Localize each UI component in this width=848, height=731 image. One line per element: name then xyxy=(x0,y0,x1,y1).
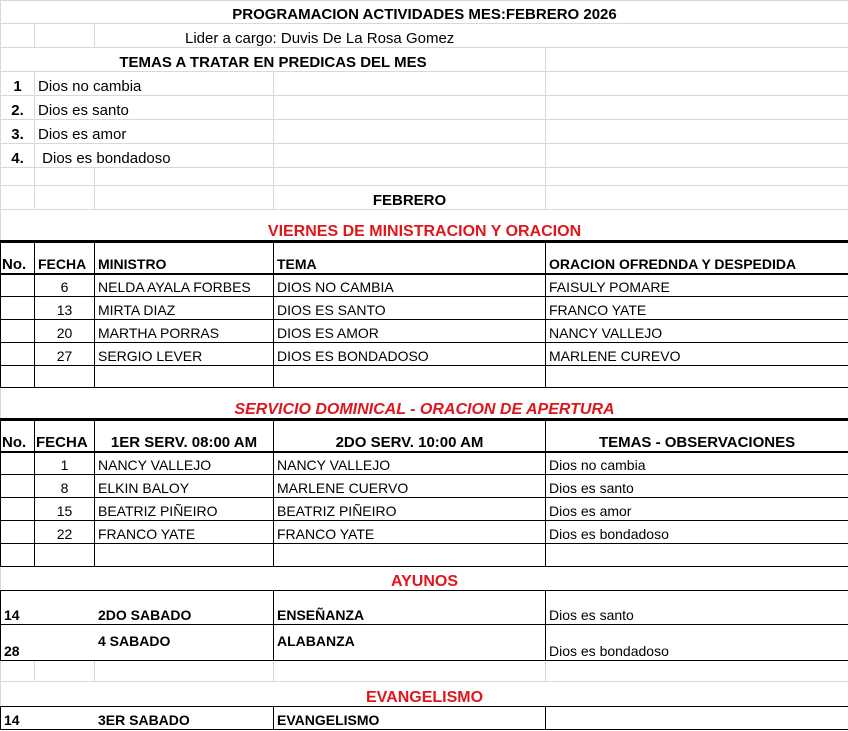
col-header-ministro[interactable]: MINISTRO xyxy=(95,242,274,274)
tema-cell[interactable]: DIOS ES AMOR xyxy=(274,320,546,343)
table-row xyxy=(1,274,848,297)
cell[interactable] xyxy=(95,661,274,682)
topic-num[interactable]: 1 xyxy=(1,72,35,96)
cell[interactable] xyxy=(35,661,95,682)
col-header-oracion[interactable]: ORACION OFREDNDA Y DESPEDIDA xyxy=(546,242,848,274)
type-cell[interactable]: EVANGELISMO xyxy=(274,707,546,730)
cell[interactable] xyxy=(1,24,35,48)
fecha-cell[interactable]: 1 xyxy=(35,452,95,475)
cell[interactable] xyxy=(1,498,35,521)
col-header-no[interactable]: No. xyxy=(1,420,35,452)
table-row xyxy=(1,544,848,567)
first-service-cell[interactable]: BEATRIZ PIÑEIRO xyxy=(95,498,274,521)
table-row xyxy=(1,521,848,544)
second-service-cell[interactable]: BEATRIZ PIÑEIRO xyxy=(274,498,546,521)
type-cell[interactable]: ENSEÑANZA xyxy=(274,591,546,625)
cell[interactable] xyxy=(35,186,95,210)
cell[interactable] xyxy=(274,96,546,120)
topic-text[interactable]: Dios es santo xyxy=(35,96,274,120)
sheet-title[interactable]: PROGRAMACION ACTIVIDADES MES:FEBRERO 2026 xyxy=(1,1,848,24)
fecha-cell[interactable]: 15 xyxy=(35,498,95,521)
oracion-cell[interactable]: FRANCO YATE xyxy=(546,297,848,320)
oracion-cell[interactable]: NANCY VALLEJO xyxy=(546,320,848,343)
fecha-cell[interactable]: 22 xyxy=(35,521,95,544)
topics-header[interactable]: TEMAS A TRATAR EN PREDICAS DEL MES xyxy=(1,48,546,72)
cell[interactable] xyxy=(546,661,848,682)
cell[interactable] xyxy=(546,144,848,168)
tema-cell[interactable]: DIOS NO CAMBIA xyxy=(274,274,546,297)
cell[interactable] xyxy=(1,297,35,320)
second-service-cell[interactable]: FRANCO YATE xyxy=(274,521,546,544)
cell[interactable] xyxy=(546,186,848,210)
cell[interactable] xyxy=(1,661,35,682)
cell[interactable] xyxy=(546,96,848,120)
cell[interactable] xyxy=(274,144,546,168)
tema-cell[interactable]: DIOS ES BONDADOSO xyxy=(274,343,546,366)
cell[interactable] xyxy=(35,366,95,388)
cell[interactable] xyxy=(95,186,274,210)
cell[interactable] xyxy=(274,366,546,388)
observaciones-cell[interactable]: Dios es santo xyxy=(546,591,848,625)
cell[interactable] xyxy=(274,544,546,567)
col-header-observaciones[interactable]: TEMAS - OBSERVACIONES xyxy=(546,420,848,452)
friday-section-title[interactable]: VIERNES DE MINISTRACION Y ORACION xyxy=(1,210,848,242)
cell[interactable] xyxy=(546,366,848,388)
cell[interactable] xyxy=(95,168,274,186)
col-header-tema[interactable]: TEMA xyxy=(274,242,546,274)
table-row xyxy=(1,366,848,388)
table-row xyxy=(1,707,848,730)
ministro-cell[interactable]: SERGIO LEVER xyxy=(95,343,274,366)
table-row xyxy=(1,591,848,625)
topic-text[interactable]: Dios no cambia xyxy=(35,72,274,96)
cell[interactable] xyxy=(1,366,35,388)
ministro-cell[interactable]: MARTHA PORRAS xyxy=(95,320,274,343)
cell[interactable] xyxy=(546,48,848,72)
cell[interactable] xyxy=(35,544,95,567)
first-service-cell[interactable]: NANCY VALLEJO xyxy=(95,452,274,475)
table-row xyxy=(1,625,848,661)
type-cell[interactable]: ALABANZA xyxy=(274,625,546,661)
topic-num[interactable]: 4. xyxy=(1,144,35,168)
observaciones-cell[interactable]: Dios no cambia xyxy=(546,452,848,475)
observaciones-cell[interactable] xyxy=(546,707,848,730)
cell[interactable] xyxy=(546,72,848,96)
table-row xyxy=(1,452,848,475)
cell[interactable] xyxy=(1,521,35,544)
tema-cell[interactable]: DIOS ES SANTO xyxy=(274,297,546,320)
fecha-cell[interactable]: 13 xyxy=(35,297,95,320)
col-header-fecha[interactable]: FECHA xyxy=(35,242,95,274)
sunday-section-title[interactable]: SERVICIO DOMINICAL - ORACION DE APERTURA xyxy=(1,388,848,420)
cell[interactable] xyxy=(95,366,274,388)
cell[interactable] xyxy=(274,661,546,682)
observaciones-cell[interactable]: Dios es bondadoso xyxy=(546,625,848,661)
cell[interactable] xyxy=(1,452,35,475)
table-row xyxy=(1,297,848,320)
table-row xyxy=(1,498,848,521)
day-cell[interactable]: 3ER SABADO xyxy=(95,707,274,730)
second-service-cell[interactable]: MARLENE CUERVO xyxy=(274,475,546,498)
cell[interactable] xyxy=(546,120,848,144)
cell[interactable] xyxy=(1,274,35,297)
cell[interactable] xyxy=(274,168,546,186)
oracion-cell[interactable]: FAISULY POMARE xyxy=(546,274,848,297)
col-header-fecha[interactable]: FECHA xyxy=(35,420,95,452)
observaciones-cell[interactable]: Dios es santo xyxy=(546,475,848,498)
cell[interactable] xyxy=(1,475,35,498)
fecha-cell[interactable]: 8 xyxy=(35,475,95,498)
topic-num[interactable]: 3. xyxy=(1,120,35,144)
fecha-cell[interactable]: 27 xyxy=(35,343,95,366)
month-label[interactable]: FEBRERO xyxy=(274,186,546,210)
table-row xyxy=(1,475,848,498)
table-row xyxy=(1,343,848,366)
first-service-cell[interactable]: FRANCO YATE xyxy=(95,521,274,544)
col-header-no[interactable]: No. xyxy=(1,242,35,274)
cell[interactable] xyxy=(1,320,35,343)
topic-num[interactable]: 2. xyxy=(1,96,35,120)
day-cell[interactable]: 4 SABADO xyxy=(95,625,274,661)
second-service-cell[interactable]: NANCY VALLEJO xyxy=(274,452,546,475)
observaciones-cell[interactable]: Dios es bondadoso xyxy=(546,521,848,544)
first-service-cell[interactable]: ELKIN BALOY xyxy=(95,475,274,498)
cell[interactable] xyxy=(1,343,35,366)
cell[interactable] xyxy=(274,120,546,144)
cell[interactable] xyxy=(1,186,35,210)
oracion-cell[interactable]: MARLENE CUREVO xyxy=(546,343,848,366)
fecha-cell[interactable]: 6 xyxy=(35,274,95,297)
cell[interactable] xyxy=(35,24,95,48)
fecha-cell[interactable]: 20 xyxy=(35,320,95,343)
cell[interactable] xyxy=(95,544,274,567)
ministro-cell[interactable]: NELDA AYALA FORBES xyxy=(95,274,274,297)
num-cell[interactable]: 28 xyxy=(1,625,95,661)
evangelism-section-title[interactable]: EVANGELISMO xyxy=(1,682,848,707)
topic-text[interactable]: Dios es bondadoso xyxy=(35,144,274,168)
cell[interactable] xyxy=(546,168,848,186)
fasting-section-title[interactable]: AYUNOS xyxy=(1,567,848,591)
cell[interactable] xyxy=(1,168,35,186)
num-cell[interactable]: 14 xyxy=(1,707,95,730)
topic-text[interactable]: Dios es amor xyxy=(35,120,274,144)
num-cell[interactable]: 14 xyxy=(1,591,95,625)
col-header-second-service[interactable]: 2DO SERV. 10:00 AM xyxy=(274,420,546,452)
cell[interactable] xyxy=(1,544,35,567)
leader-label[interactable]: Lider a cargo: Duvis De La Rosa Gomez xyxy=(95,24,848,48)
col-header-first-service[interactable]: 1ER SERV. 08:00 AM xyxy=(95,420,274,452)
observaciones-cell[interactable]: Dios es amor xyxy=(546,498,848,521)
ministro-cell[interactable]: MIRTA DIAZ xyxy=(95,297,274,320)
cell[interactable] xyxy=(546,544,848,567)
cell[interactable] xyxy=(274,72,546,96)
cell[interactable] xyxy=(35,168,95,186)
day-cell[interactable]: 2DO SABADO xyxy=(95,591,274,625)
table-row xyxy=(1,320,848,343)
